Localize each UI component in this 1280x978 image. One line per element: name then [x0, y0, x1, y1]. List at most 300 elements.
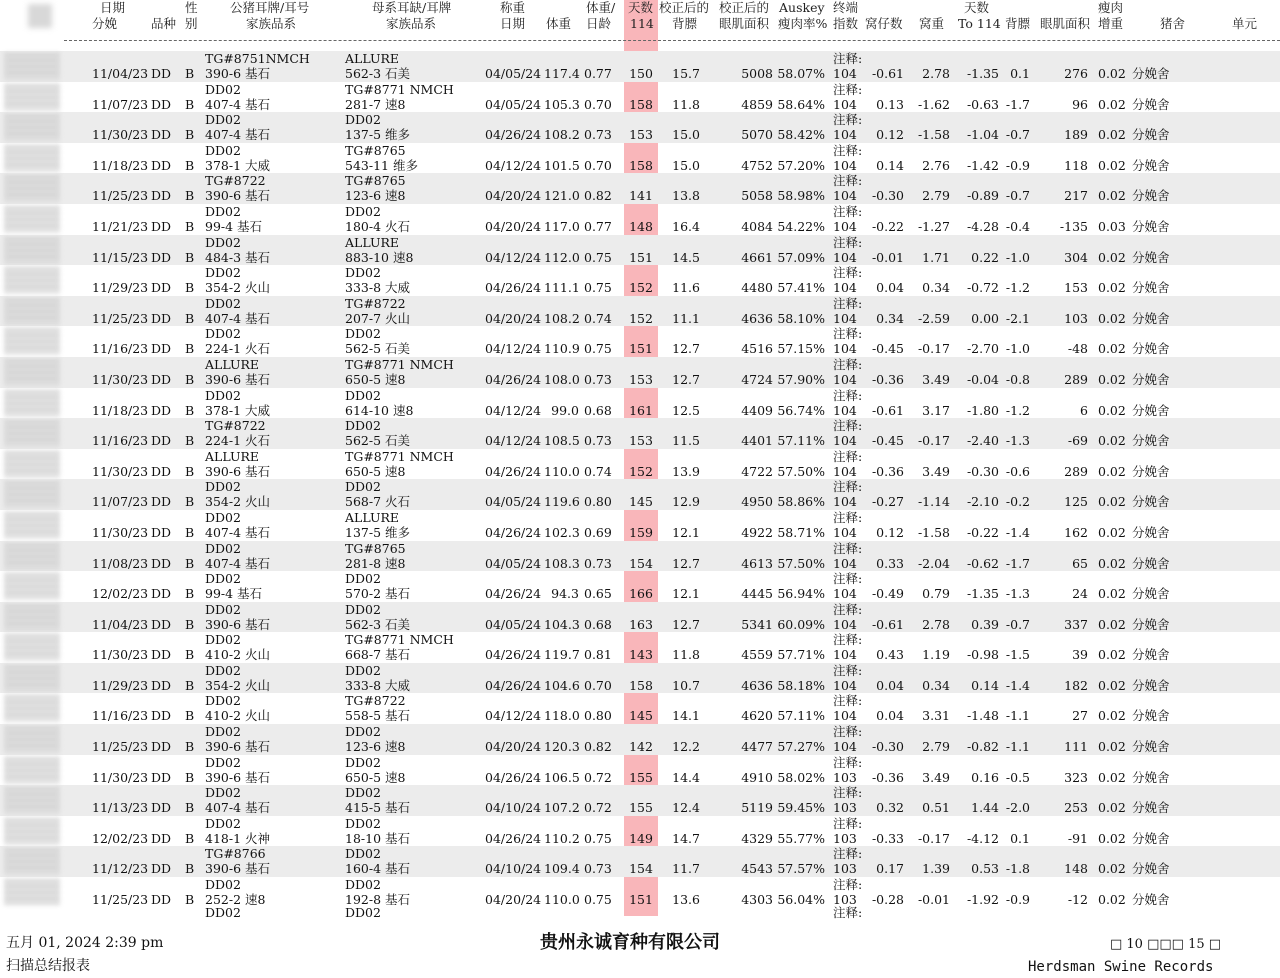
- cell-note: 注释:: [833, 448, 863, 464]
- table-row: [0, 296, 1280, 327]
- cell-date: 11/25/23: [92, 739, 149, 755]
- cell-litter: -0.01: [871, 249, 904, 265]
- cell-weight: 105.3: [544, 96, 580, 112]
- cell-note: 注释:: [833, 51, 863, 66]
- cell-lw: 2.79: [922, 739, 950, 755]
- header-unit: 单元: [1232, 16, 1258, 31]
- cell-dam-tag: DD02: [345, 601, 381, 617]
- cell-dam: 668-7 基石: [345, 647, 411, 663]
- cell-note: 注释:: [833, 846, 863, 862]
- header-sex-2: 别: [185, 16, 198, 31]
- cell-lw: -1.58: [917, 127, 950, 143]
- cell-lean: 57.20%: [777, 157, 825, 173]
- cell-bf2: -1.1: [1005, 739, 1030, 755]
- cell-sire-tag: DD02: [205, 877, 241, 893]
- cell-breed: DD: [151, 861, 172, 877]
- cell-days: 151: [629, 341, 653, 357]
- cell-bf2: -0.9: [1005, 157, 1030, 173]
- table-row: [0, 173, 1280, 204]
- cell-adg: 0.70: [584, 677, 612, 693]
- cell-dam: 207-7 火山: [345, 310, 411, 326]
- table-row: [0, 235, 1280, 266]
- cell-index: 103: [833, 769, 857, 785]
- cell-lw: 2.76: [922, 157, 950, 173]
- cell-bf: 16.4: [672, 218, 700, 234]
- cell-adg: 0.73: [584, 433, 612, 449]
- cell-dam: 123-6 速8: [345, 188, 406, 204]
- cell-sire-tag: TG#8751NMCH: [205, 51, 310, 66]
- cell-lean: 57.27%: [777, 739, 825, 755]
- cell-lea: 4910: [741, 769, 773, 785]
- cell-bf2: 0.1: [1010, 66, 1030, 81]
- cell-litter: -0.22: [871, 218, 904, 234]
- cell-lean: 58.18%: [777, 677, 825, 693]
- cell-litter: 0.12: [876, 127, 904, 143]
- cell-area: 289: [1064, 371, 1088, 387]
- cell-lw: -2.04: [917, 555, 950, 571]
- cell-gain: 0.02: [1098, 739, 1126, 755]
- cell-dam: 543-11 维多: [345, 157, 418, 173]
- cell-dam: 650-5 速8: [345, 463, 406, 479]
- redacted-id: [4, 359, 60, 385]
- cell-lea: 4303: [741, 892, 773, 908]
- cell-to114: -1.92: [966, 892, 999, 908]
- cell-to114: -1.48: [966, 708, 999, 724]
- cell-lean: 54.22%: [777, 218, 825, 234]
- table-row: [0, 143, 1280, 174]
- cell-lw: -0.17: [917, 341, 950, 357]
- cell-weight: 108.2: [544, 310, 580, 326]
- redacted-id: [4, 848, 60, 874]
- cell-dam: 281-7 速8: [345, 96, 406, 112]
- cell-weight: 118.0: [544, 708, 580, 724]
- table-row: [0, 82, 1280, 113]
- cell-weight: 108.3: [544, 555, 580, 571]
- cell-sire: 484-3 基石: [205, 249, 271, 265]
- cell-sire-tag: DD02: [205, 601, 241, 617]
- cell-wdate: 04/20/24: [485, 188, 542, 204]
- cell-sire: 354-2 火山: [205, 494, 271, 510]
- cell-lw: 2.78: [922, 66, 950, 81]
- cell-date: 11/04/23: [92, 616, 149, 632]
- cell-dam: 562-3 石美: [345, 616, 411, 632]
- cell-litter: -0.49: [871, 586, 904, 602]
- cell-lean: 57.50%: [777, 463, 825, 479]
- redacted-id: [4, 420, 60, 446]
- cell-litter: -0.30: [871, 739, 904, 755]
- cell-to114: -2.70: [966, 341, 999, 357]
- cell-index: 104: [833, 66, 857, 81]
- cell-pen: 分娩舍: [1132, 127, 1170, 143]
- cell-bf: 13.9: [672, 463, 700, 479]
- cell-sire-tag: DD02: [205, 479, 241, 495]
- cell-area: -48: [1067, 341, 1088, 357]
- cell-litter: -0.28: [871, 892, 904, 908]
- cell-gain: 0.02: [1098, 188, 1126, 204]
- cell-lw: -0.01: [917, 892, 950, 908]
- cell-weight: 107.2: [544, 800, 580, 816]
- cell-sire-tag: DD02: [205, 632, 241, 648]
- cell-sire: 407-4 基石: [205, 524, 271, 540]
- cell-sire-tag: DD02: [205, 81, 241, 97]
- cell-breed: DD: [151, 739, 172, 755]
- cell-dam: 650-5 速8: [345, 769, 406, 785]
- cell-weight: 102.3: [544, 524, 580, 540]
- cell-weight: 112.0: [544, 249, 580, 265]
- cell-to114: -4.12: [966, 830, 999, 846]
- cell-bf2: -0.5: [1005, 769, 1030, 785]
- cell-breed: DD: [151, 769, 172, 785]
- cell-date: 11/29/23: [92, 677, 149, 693]
- cell-weight: 110.0: [544, 892, 580, 908]
- cell-sire-tag: DD02: [205, 203, 241, 219]
- cell-days: 150: [629, 66, 653, 81]
- cell-to114: -1.42: [966, 157, 999, 173]
- cell-litter: 0.13: [876, 96, 904, 112]
- cell-days: 141: [629, 188, 653, 204]
- system-name: Herdsman Swine Records: [1028, 959, 1214, 975]
- cell-lea: 4084: [741, 218, 773, 234]
- cell-lean: 57.09%: [777, 249, 825, 265]
- cell-note: 注释:: [833, 540, 863, 556]
- header-bf-1: 校正后的: [659, 0, 710, 15]
- header-wdate-1: 称重: [500, 0, 526, 15]
- cell-sire-tag: DD02: [205, 540, 241, 556]
- cell-days: 153: [629, 127, 653, 143]
- header-days-2: 114: [630, 16, 654, 31]
- cell-lea: 4636: [741, 677, 773, 693]
- cell-lw: 3.17: [922, 402, 950, 418]
- cell-sex: B: [185, 555, 195, 571]
- cell-lw: -1.14: [917, 494, 950, 510]
- redacted-id: [4, 298, 60, 324]
- header-to114-1: 天数: [964, 0, 990, 15]
- cell-area: -69: [1067, 433, 1088, 449]
- table-row: [0, 51, 1280, 82]
- cell-to114: 0.00: [971, 310, 999, 326]
- cell-lean: 57.90%: [777, 371, 825, 387]
- cell-litter: -0.36: [871, 371, 904, 387]
- cell-lw: 0.34: [922, 677, 950, 693]
- cell-dam-tag: DD02: [345, 326, 381, 342]
- table-row: [0, 846, 1280, 877]
- cell-date: 11/25/23: [92, 188, 149, 204]
- cell-adg: 0.72: [584, 800, 612, 816]
- cell-bf: 15.7: [672, 66, 700, 81]
- cell-breed: DD: [151, 402, 172, 418]
- cell-note: 注释:: [833, 601, 863, 617]
- cell-lean: 58.71%: [777, 524, 825, 540]
- cell-days: 163: [629, 616, 653, 632]
- cell-sire: 410-2 火山: [205, 708, 271, 724]
- cell-gain: 0.02: [1098, 892, 1126, 908]
- header-lea-1: 校正后的: [719, 0, 770, 15]
- redacted-id: [4, 145, 60, 171]
- cell-gain: 0.02: [1098, 708, 1126, 724]
- cell-index: 104: [833, 96, 857, 112]
- cell-sex: B: [185, 218, 195, 234]
- cell-date: 11/18/23: [92, 402, 149, 418]
- cell-to114: -4.28: [966, 218, 999, 234]
- cell-to114: -0.63: [966, 96, 999, 112]
- cell-sire: 224-1 火石: [205, 341, 271, 357]
- redacted-id: [4, 53, 60, 79]
- cell-pen: 分娩舍: [1132, 494, 1170, 510]
- cell-date: 11/15/23: [92, 249, 149, 265]
- cell-adg: 0.75: [584, 892, 612, 908]
- cell-sire: 390-6 基石: [205, 188, 271, 204]
- cell-days: 152: [629, 463, 653, 479]
- cell-breed: DD: [151, 616, 172, 632]
- cell-lea: 4613: [741, 555, 773, 571]
- cell-note: 注释:: [833, 295, 863, 311]
- cell-date: 11/16/23: [92, 708, 149, 724]
- cell-weight: 110.0: [544, 463, 580, 479]
- cell-to114: -2.40: [966, 433, 999, 449]
- cell-days: 148: [629, 218, 653, 234]
- cell-lean: 58.64%: [777, 96, 825, 112]
- cell-lean: 56.04%: [777, 892, 825, 908]
- cell-litter: 0.32: [876, 800, 904, 816]
- cell-to114: -0.98: [966, 647, 999, 663]
- cell-bf2: -1.0: [1005, 341, 1030, 357]
- cell-area: 189: [1064, 127, 1088, 143]
- cell-weight: 101.5: [544, 157, 580, 173]
- cell-dam: 333-8 大威: [345, 677, 411, 693]
- cell-date: 11/30/23: [92, 371, 149, 387]
- cell-bf: 11.5: [672, 433, 700, 449]
- cell-lea: 4922: [741, 524, 773, 540]
- cell-sire-tag: DD02: [205, 785, 241, 801]
- cell-area: 304: [1064, 249, 1088, 265]
- cell-sex: B: [185, 127, 195, 143]
- cell-adg: 0.80: [584, 708, 612, 724]
- cell-sex: B: [185, 830, 195, 846]
- header-sex-1: 性: [185, 0, 198, 15]
- cell-pen: 分娩舍: [1132, 463, 1170, 479]
- cell-sire: 418-1 火神: [205, 830, 271, 846]
- header-wdate-2: 日期: [500, 16, 526, 31]
- cell-bf2: -1.7: [1005, 555, 1030, 571]
- cell-bf2: -0.7: [1005, 188, 1030, 204]
- cell-lea: 5341: [741, 616, 773, 632]
- table-row: [0, 204, 1280, 235]
- cell-date: 11/13/23: [92, 800, 149, 816]
- cell-dam-tag: ALLURE: [345, 51, 400, 66]
- cell-note: 注释:: [833, 693, 863, 709]
- table-row: [0, 449, 1280, 480]
- header-divider: [64, 40, 1280, 41]
- cell-pen: 分娩舍: [1132, 249, 1170, 265]
- cell-sex: B: [185, 463, 195, 479]
- redacted-id: [4, 787, 60, 813]
- cell-breed: DD: [151, 341, 172, 357]
- table-row: [0, 265, 1280, 296]
- cell-bf: 14.7: [672, 830, 700, 846]
- cell-bf2: -0.7: [1005, 127, 1030, 143]
- cell-dam: 562-3 石美: [345, 66, 411, 81]
- table-row: [0, 755, 1280, 786]
- cell-breed: DD: [151, 555, 172, 571]
- cell-dam-tag: TG#8722: [345, 295, 406, 311]
- cell-lean: 57.41%: [777, 280, 825, 296]
- redacted-id: [4, 818, 60, 844]
- cell-weight: 108.2: [544, 127, 580, 143]
- cell-dam: 18-10 基石: [345, 830, 411, 846]
- cell-dam-tag: TG#8771 NMCH: [345, 356, 454, 372]
- cell-index: 104: [833, 402, 857, 418]
- redacted-id: [4, 543, 60, 569]
- cell-wdate: 04/05/24: [485, 555, 542, 571]
- cell-lean: 58.98%: [777, 188, 825, 204]
- cell-days: 151: [629, 249, 653, 265]
- cell-lean: 59.45%: [777, 800, 825, 816]
- cell-bf: 14.5: [672, 249, 700, 265]
- cell-area: 6: [1080, 402, 1088, 418]
- cell-sex: B: [185, 433, 195, 449]
- cell-days: 143: [629, 647, 653, 663]
- cell-wdate: 04/26/24: [485, 280, 542, 296]
- redacted-id: [4, 573, 60, 599]
- cell-breed: DD: [151, 830, 172, 846]
- cell-dam-tag: TG#8765: [345, 142, 406, 158]
- cell-litter: 0.04: [876, 280, 904, 296]
- cell-bf2: -0.9: [1005, 892, 1030, 908]
- header-lean-2: 瘦肉率%: [778, 16, 828, 31]
- report-name: 扫描总结报表: [6, 958, 90, 974]
- cell-sire-tag: DD02: [205, 754, 241, 770]
- cell-lw: -1.27: [917, 218, 950, 234]
- cell-index: 104: [833, 677, 857, 693]
- cell-bf: 12.4: [672, 800, 700, 816]
- cell-index: 104: [833, 249, 857, 265]
- redacted-id: [4, 206, 60, 232]
- cell-bf2: -1.8: [1005, 861, 1030, 877]
- cell-to114: 0.39: [971, 616, 999, 632]
- cell-index: 103: [833, 892, 857, 908]
- table-row: [0, 479, 1280, 510]
- table-row: [0, 357, 1280, 388]
- cell-litter: -0.61: [871, 402, 904, 418]
- header-gain-2: 增重: [1098, 16, 1124, 31]
- cell-litter: 0.04: [876, 677, 904, 693]
- cell-adg: 0.70: [584, 96, 612, 112]
- cell-weight: 121.0: [544, 188, 580, 204]
- cell-days: 153: [629, 371, 653, 387]
- cell-adg: 0.74: [584, 310, 612, 326]
- cell-lea: 4559: [741, 647, 773, 663]
- trailing-note: 注释:: [833, 905, 863, 920]
- cell-weight: 108.5: [544, 433, 580, 449]
- cell-breed: DD: [151, 494, 172, 510]
- cell-sire-tag: DD02: [205, 326, 241, 342]
- cell-lw: -0.17: [917, 830, 950, 846]
- cell-date: 11/18/23: [92, 157, 149, 173]
- redacted-header: [28, 4, 52, 28]
- cell-bf: 12.9: [672, 494, 700, 510]
- cell-dam: 123-6 速8: [345, 739, 406, 755]
- cell-litter: -0.61: [871, 616, 904, 632]
- cell-dam: 562-5 石美: [345, 433, 411, 449]
- cell-adg: 0.81: [584, 647, 612, 663]
- cell-adg: 0.69: [584, 524, 612, 540]
- cell-dam-tag: DD02: [345, 418, 381, 434]
- cell-index: 104: [833, 341, 857, 357]
- table-row: [0, 663, 1280, 694]
- cell-litter: 0.17: [876, 861, 904, 877]
- cell-sire: 390-6 基石: [205, 769, 271, 785]
- cell-gain: 0.02: [1098, 769, 1126, 785]
- cell-sex: B: [185, 249, 195, 265]
- cell-wdate: 04/26/24: [485, 830, 542, 846]
- cell-date: 11/12/23: [92, 861, 149, 877]
- cell-lea: 4445: [741, 586, 773, 602]
- header-dam-1: 母系耳缺/耳牌: [372, 0, 452, 15]
- cell-bf2: -1.2: [1005, 280, 1030, 296]
- cell-note: 注释:: [833, 662, 863, 678]
- cell-litter: 0.34: [876, 310, 904, 326]
- table-row: [0, 541, 1280, 572]
- cell-lea: 4950: [741, 494, 773, 510]
- cell-lea: 4401: [741, 433, 773, 449]
- cell-bf2: -1.0: [1005, 249, 1030, 265]
- cell-lea: 5058: [741, 188, 773, 204]
- cell-litter: -0.30: [871, 188, 904, 204]
- cell-adg: 0.74: [584, 463, 612, 479]
- cell-sire: 410-2 火山: [205, 647, 271, 663]
- cell-index: 104: [833, 433, 857, 449]
- cell-note: 注释:: [833, 265, 863, 281]
- cell-sire-tag: DD02: [205, 295, 241, 311]
- cell-sire-tag: DD02: [205, 112, 241, 128]
- header-date-2: 分娩: [92, 16, 118, 31]
- cell-days: 152: [629, 280, 653, 296]
- cell-sire-tag: DD02: [205, 724, 241, 740]
- cell-bf: 15.0: [672, 127, 700, 143]
- page-number: □ 10 □□□ 15 □: [1110, 937, 1222, 952]
- cell-index: 104: [833, 310, 857, 326]
- cell-sire-tag: DD02: [205, 387, 241, 403]
- redacted-id: [4, 267, 60, 293]
- cell-sire-tag: DD02: [205, 509, 241, 525]
- cell-lw: 0.79: [922, 586, 950, 602]
- cell-bf: 11.6: [672, 280, 700, 296]
- redacted-id: [4, 726, 60, 752]
- cell-sire: 407-4 基石: [205, 800, 271, 816]
- cell-lea: 4329: [741, 830, 773, 846]
- cell-note: 注释:: [833, 387, 863, 403]
- cell-gain: 0.02: [1098, 463, 1126, 479]
- cell-days: 151: [629, 892, 653, 908]
- cell-bf: 12.7: [672, 555, 700, 571]
- cell-sire-tag: DD02: [205, 571, 241, 587]
- cell-pen: 分娩舍: [1132, 769, 1170, 785]
- cell-to114: -1.35: [966, 586, 999, 602]
- cell-bf: 13.8: [672, 188, 700, 204]
- cell-bf: 12.7: [672, 616, 700, 632]
- cell-area: 118: [1064, 157, 1088, 173]
- cell-area: 182: [1064, 677, 1088, 693]
- cell-litter: 0.14: [876, 157, 904, 173]
- cell-sex: B: [185, 310, 195, 326]
- cell-adg: 0.75: [584, 280, 612, 296]
- cell-litter: -0.61: [871, 66, 904, 81]
- cell-litter: -0.27: [871, 494, 904, 510]
- cell-index: 104: [833, 371, 857, 387]
- cell-bf2: -1.4: [1005, 677, 1030, 693]
- cell-sire-tag: DD02: [205, 265, 241, 281]
- cell-days: 154: [629, 555, 653, 571]
